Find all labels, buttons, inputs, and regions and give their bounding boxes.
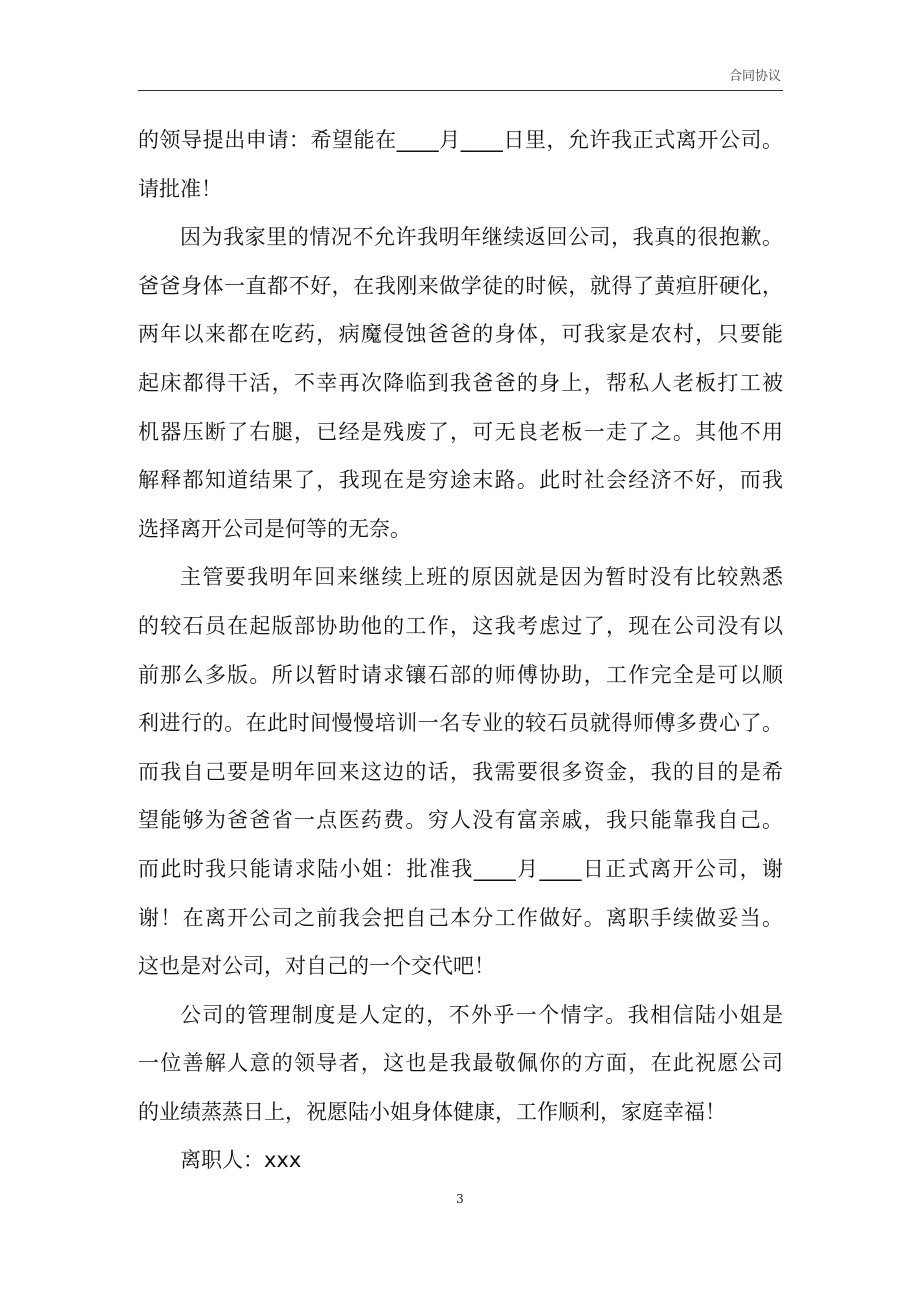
document-body [138, 116, 783, 1185]
text-line: 谢！在离开公司之前我会把自己本分工作做好。离职手续做妥当。 [138, 905, 783, 930]
text-line: 的业绩蒸蒸日上，祝愿陆小姐身体健康，工作顺利，家庭幸福！ [138, 1099, 726, 1124]
text-line: 利进行的。在此时间慢慢培训一名专业的较石员就得师傅多费心了。 [138, 711, 783, 736]
text-line: 望能够为爸爸省一点医药费。穷人没有富亲戚，我只能靠我自己。 [138, 808, 783, 833]
signature-paragraph [138, 1136, 783, 1185]
text-line: 主管要我明年回来继续上班的原因就是因为暂时没有比较熟悉 [180, 565, 783, 590]
text-line: 请批准！ [138, 176, 222, 201]
text-line: 的领导提出申请：希望能在____月____日里，允许我正式离开公司。 [138, 128, 783, 152]
text-line: 而我自己要是明年回来这边的话，我需要很多资金，我的目的是希 [138, 759, 783, 784]
paragraph [138, 116, 783, 213]
header-label: 合同协议 [728, 69, 781, 84]
text-line: 一位善解人意的领导者，这也是我最敬佩你的方面，在此祝愿公司 [138, 1051, 783, 1076]
text-line: 而此时我只能请求陆小姐：批准我____月____日正式离开公司，谢 [138, 856, 783, 881]
text-line: 解释都知道结果了，我现在是穷途末路。此时社会经济不好，而我 [138, 468, 783, 493]
text-line: 两年以来都在吃药，病魔侵蚀爸爸的身体，可我家是农村，只要能 [138, 322, 783, 347]
text-line: 因为我家里的情况不允许我明年继续返回公司，我真的很抱歉。 [180, 225, 783, 250]
text-line: 机器压断了右腿，已经是残废了，可无良老板一走了之。其他不用 [138, 419, 783, 444]
text-line: 公司的管理制度是人定的，不外乎一个情字。我相信陆小姐是 [180, 1002, 783, 1027]
text-line: 爸爸身体一直都不好，在我刚来做学徒的时候，就得了黄疸肝硬化， [138, 273, 783, 298]
paragraph [138, 991, 783, 1137]
signature-line: 离职人：xxx [180, 1148, 302, 1173]
text-line: 的较石员在起版部协助他的工作，这我考虑过了，现在公司没有以 [138, 613, 783, 638]
text-line: 选择离开公司是何等的无奈。 [138, 516, 411, 541]
text-line: 前那么多版。所以暂时请求镶石部的师傅协助，工作完全是可以顺 [138, 662, 783, 687]
paragraph [138, 213, 783, 553]
page-number: 3 [456, 1192, 464, 1206]
text-line: 这也是对公司，对自己的一个交代吧！ [138, 954, 495, 979]
text-line: 起床都得干活，不幸再次降临到我爸爸的身上，帮私人老板打工被 [138, 370, 783, 395]
page-header [138, 62, 783, 91]
paragraph [138, 553, 783, 990]
